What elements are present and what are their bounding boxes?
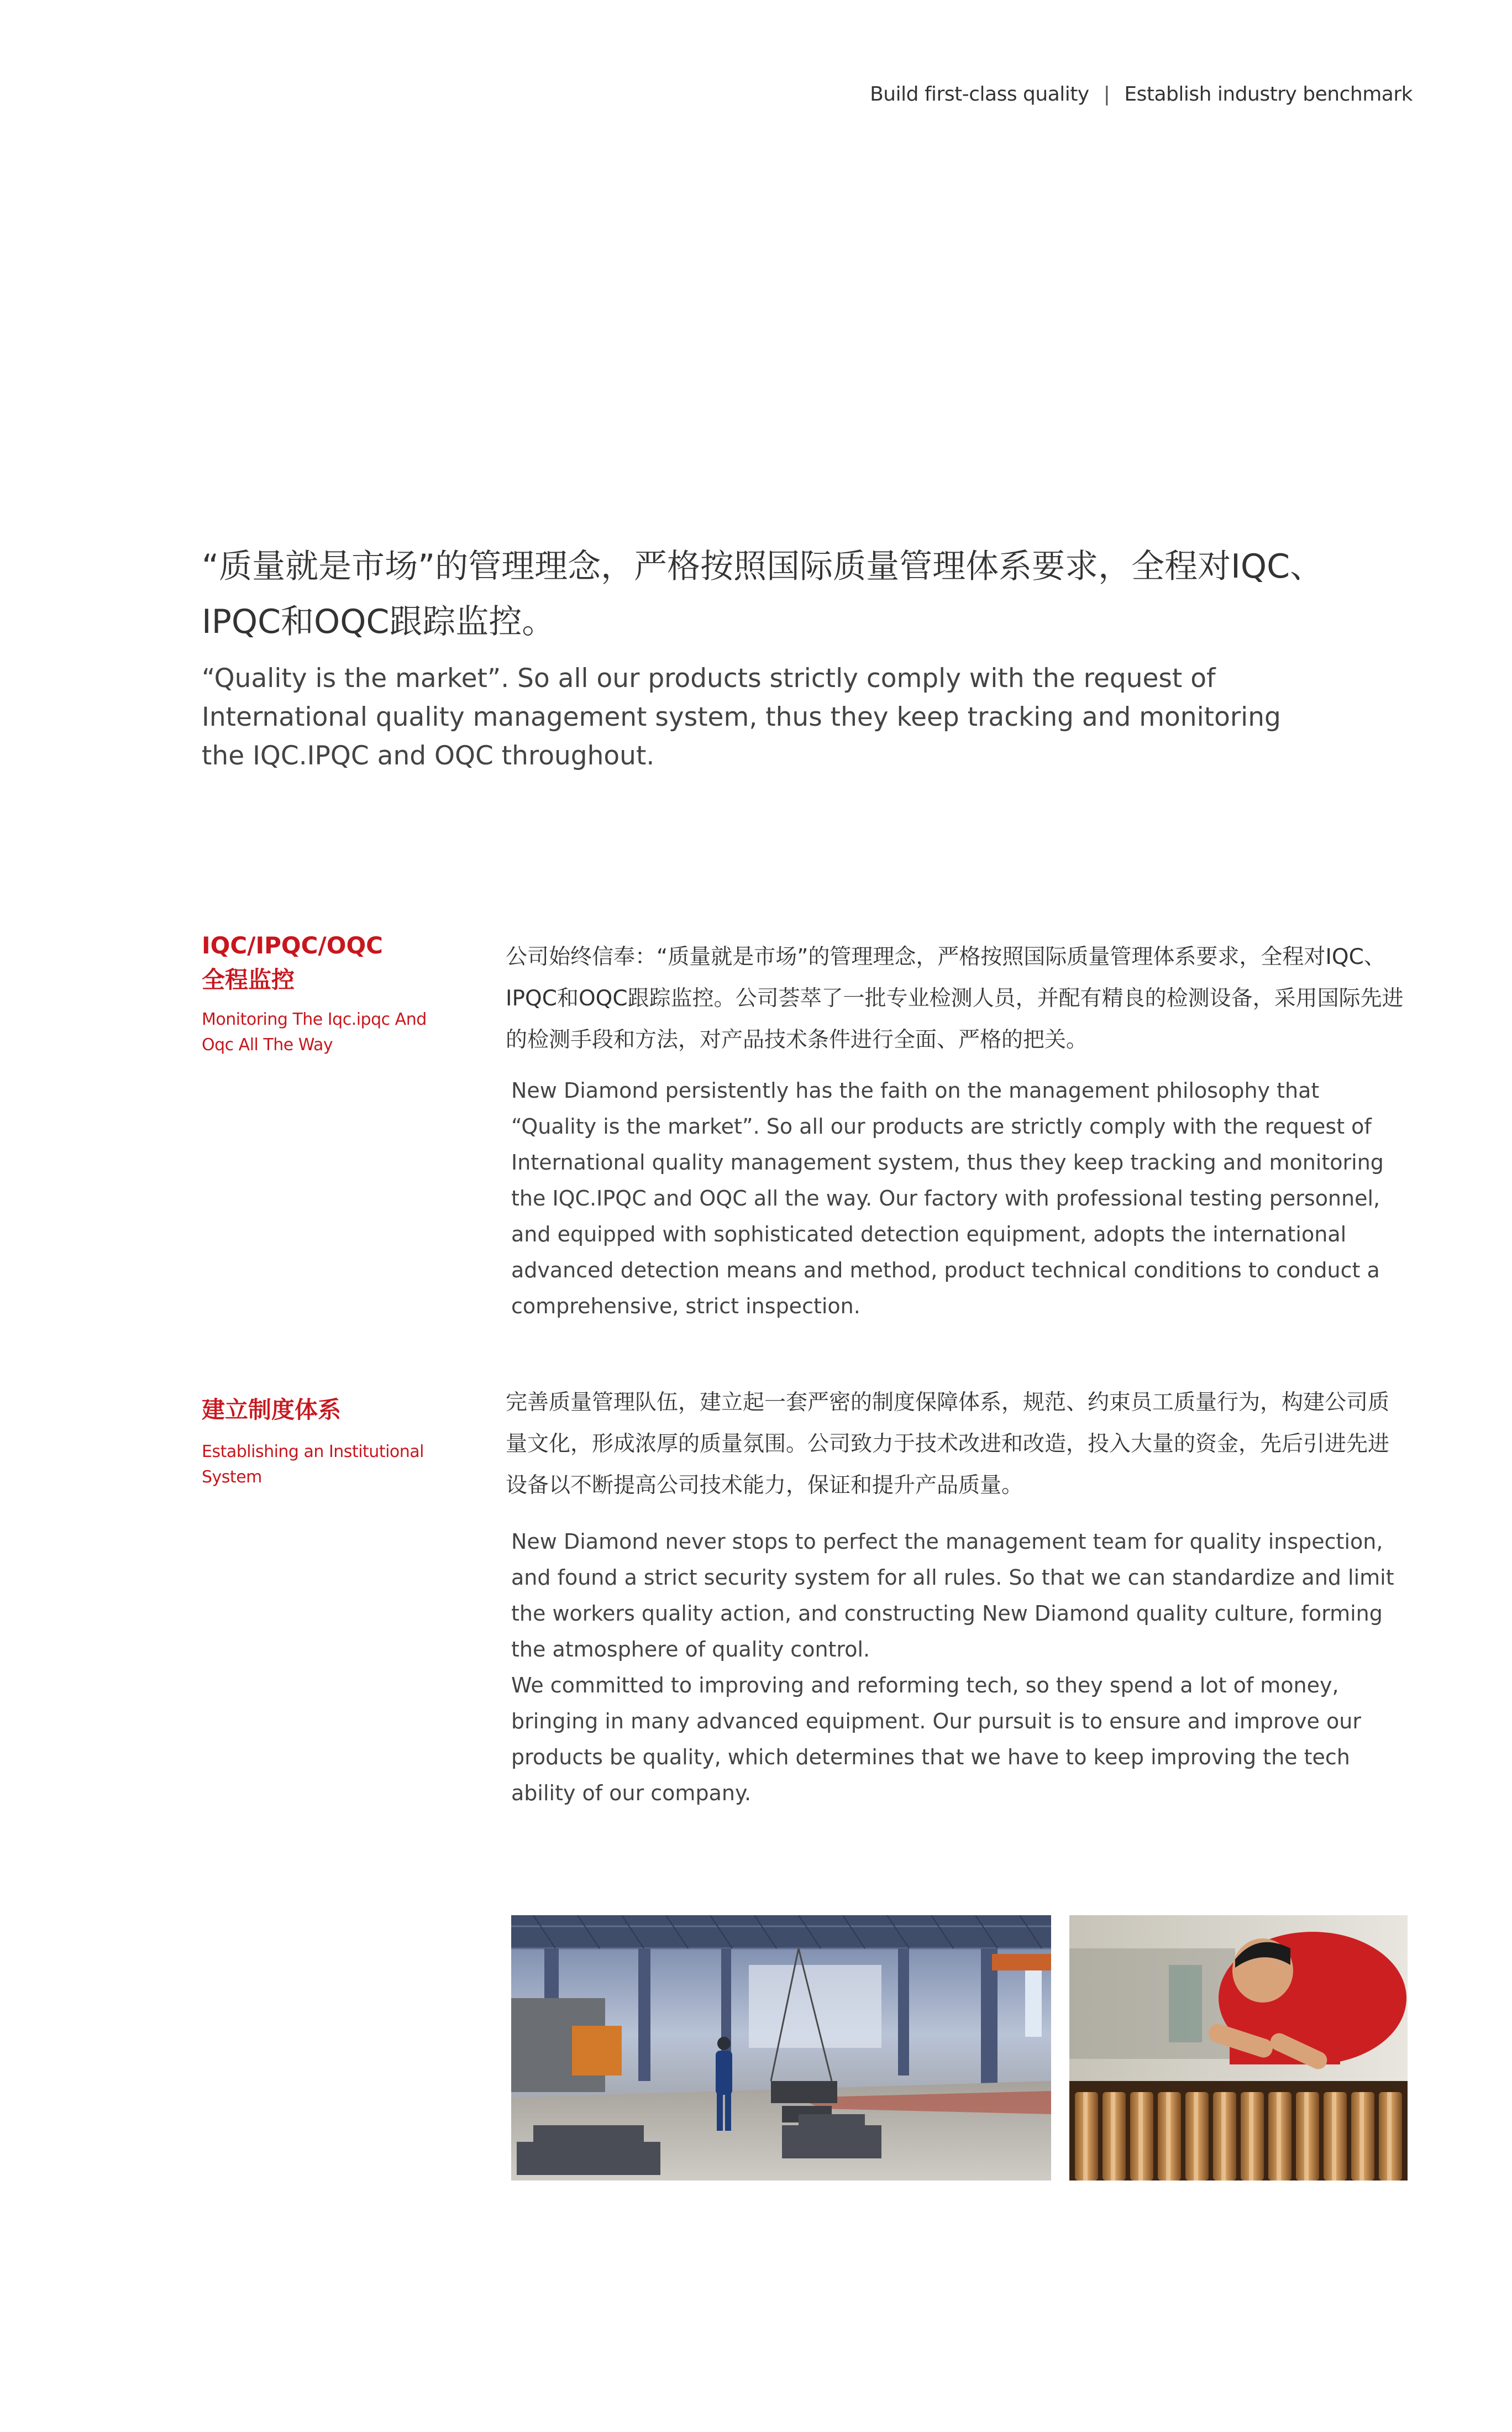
section-body-en: New Diamond persistently has the faith on the management philosophy that “Quality is the market”. So all our products are strictly comply with the request of International quality management system, thus they keep tracking and monitoring the IQC.IPQC and OQC all the way. Our factory with professional testing personnel, and equipped with sophisticated detection equipment, adopts the international advanced detection means and method, product technical conditions to conduct a comprehensive, strict inspection. bbox=[511, 1078, 1384, 1318]
section-title-cn bbox=[202, 929, 450, 997]
title-cn-line2: 全程监控 bbox=[202, 966, 295, 993]
header-tagline bbox=[870, 83, 1413, 106]
section-body-monitoring bbox=[506, 936, 1404, 1324]
section-title-institutional bbox=[202, 1393, 450, 1490]
section-title-en bbox=[202, 1007, 450, 1058]
title-cn-line1: IQC/IPQC/OQC bbox=[202, 932, 384, 959]
inspection-worker-photo bbox=[1069, 1915, 1408, 2181]
title-cn-line1: 建立制度体系 bbox=[202, 1396, 342, 1423]
factory-floor-photo bbox=[511, 1915, 1051, 2181]
intro-block bbox=[202, 539, 1329, 775]
title-en-line1: Monitoring The Iqc.ipqc And bbox=[202, 1010, 427, 1029]
section-title-cn bbox=[202, 1393, 450, 1427]
section-title-en bbox=[202, 1439, 450, 1490]
tagline-separator: | bbox=[1103, 83, 1110, 106]
title-en-line1: Establishing an Institutional bbox=[202, 1442, 424, 1461]
intro-english: “Quality is the market”. So all our products strictly comply with the request of International quality management system, thus they keep tracking and monitoring the IQC.IPQC and OQC throughout. bbox=[202, 663, 1281, 771]
intro-chinese: “质量就是市场”的管理理念，严格按照国际质量管理体系要求，全程对IQC、IPQC和OQC跟踪监控。 bbox=[202, 547, 1323, 641]
tagline-left: Build first-class quality bbox=[870, 83, 1089, 106]
section-body-cn: 公司始终信奉：“质量就是市场”的管理理念，严格按照国际质量管理体系要求，全程对IQC、IPQC和OQC跟踪监控。公司荟萃了一批专业检测人员，并配有精良的检测设备，采用国际先进的检测手段和方法，对产品技术条件进行全面、严格的把关。 bbox=[506, 945, 1404, 1052]
section-body-en-p2: We committed to improving and reforming tech, so they spend a lot of money, bringing in many advanced equipment. Our pursuit is to ensure and improve our products be quality, which determines that we have to keep improving the tech ability of our company. bbox=[511, 1673, 1361, 1805]
section-body-en-p1: New Diamond never stops to perfect the management team for quality inspection, and found a strict security system for all rules. So that we can standardize and limit the workers quality action, and constructing New Diamond quality culture, forming the atmosphere of quality control. bbox=[511, 1529, 1394, 1661]
title-en-line2: Oqc All The Way bbox=[202, 1035, 333, 1055]
section-title-monitoring bbox=[202, 929, 450, 1058]
tagline-right: Establish industry benchmark bbox=[1124, 83, 1413, 106]
title-en-line2: System bbox=[202, 1467, 262, 1487]
section-body-cn: 完善质量管理队伍，建立起一套严密的制度保障体系，规范、约束员工质量行为，构建公司质量文化，形成浓厚的质量氛围。公司致力于技术改进和改造，投入大量的资金，先后引进先进设备以不断提高公司技术能力，保证和提升产品质量。 bbox=[506, 1390, 1390, 1498]
section-body-institutional bbox=[506, 1382, 1404, 1811]
